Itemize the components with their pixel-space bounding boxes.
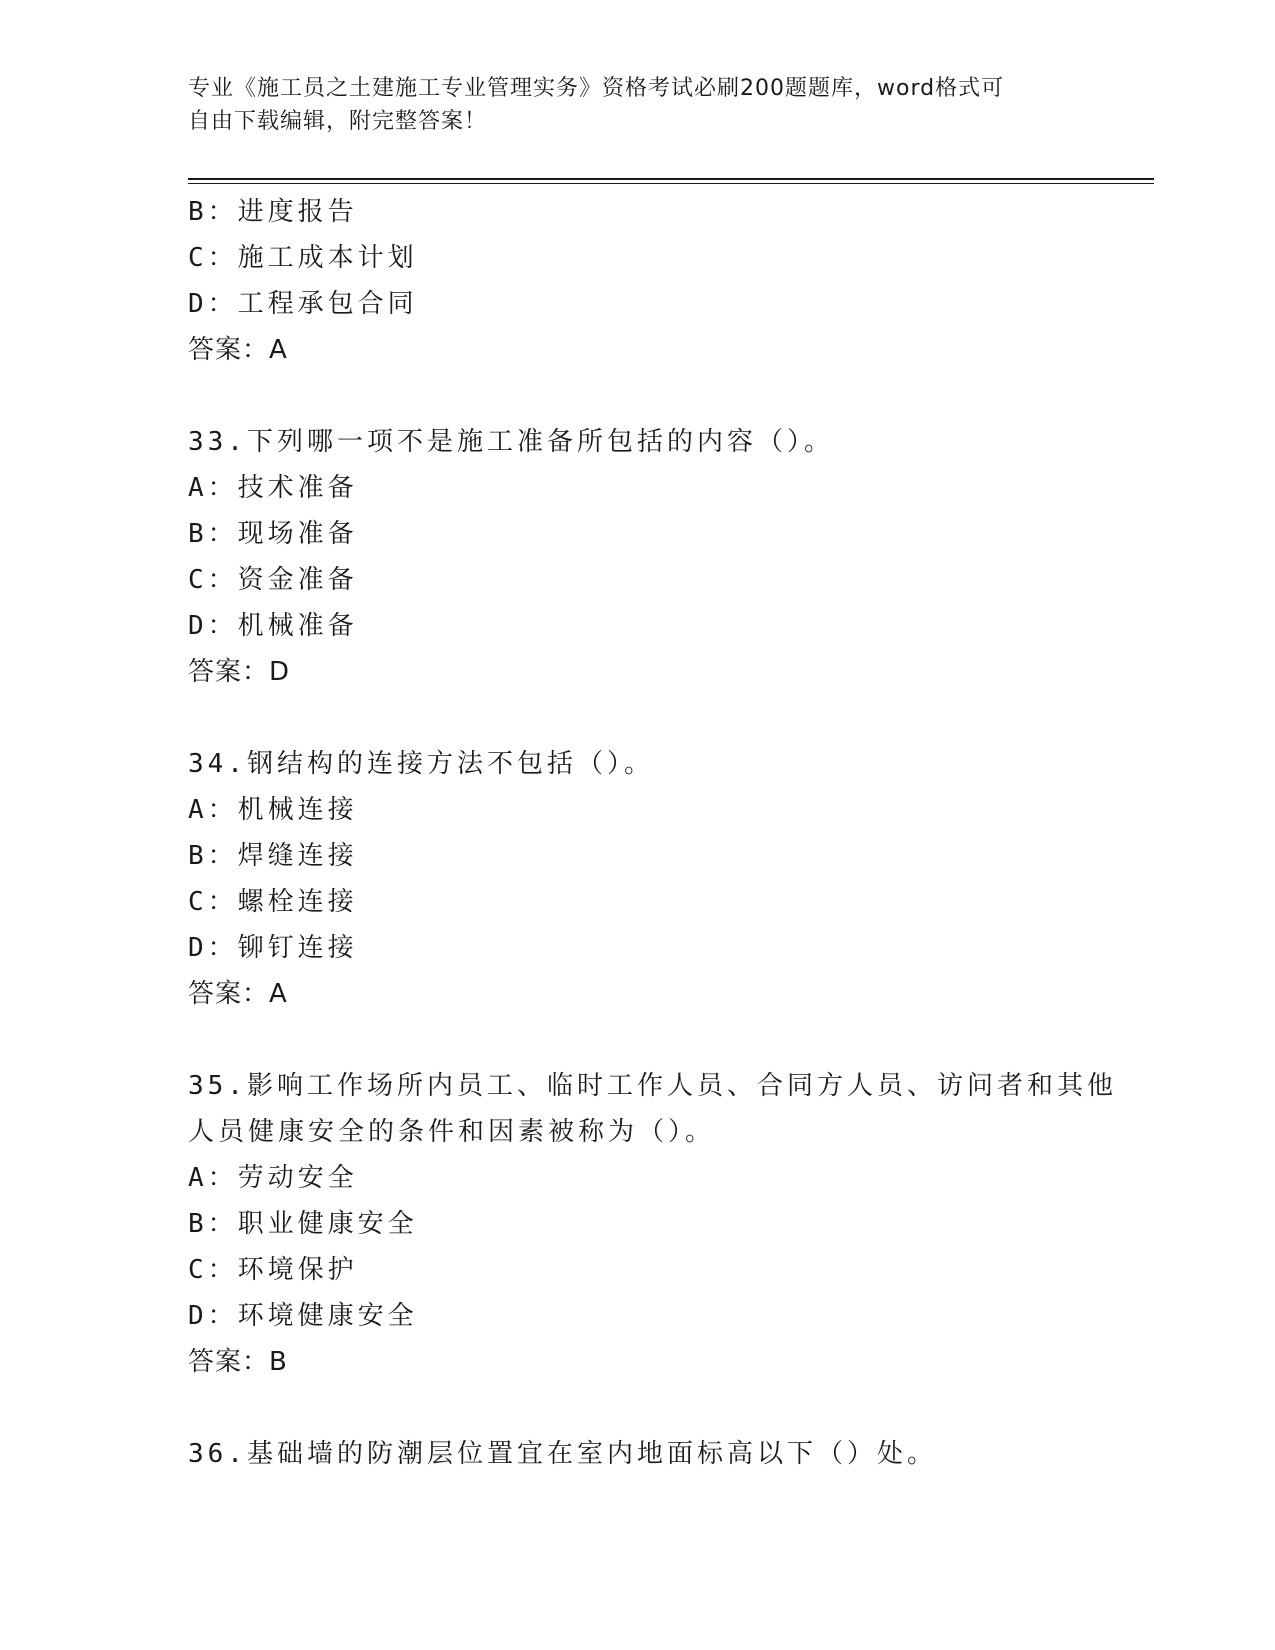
spacer [188, 373, 1088, 419]
question-block-36 [188, 1431, 1088, 1477]
question-block-prev [188, 189, 1088, 373]
question-stem-line-1: 35.影响工作场所内员工、临时工作人员、合同方人员、访问者和其他 [188, 1071, 1117, 1101]
header-line-1: 专业《施工员之土建施工专业管理实务》资格考试必刷200题题库，word格式可 [188, 76, 1005, 101]
option-a: A：劳动安全 [188, 1163, 358, 1193]
option-b: B：职业健康安全 [188, 1209, 418, 1239]
spacer [188, 1385, 1088, 1431]
header-divider-thin [188, 183, 1154, 184]
option-d: D：铆钉连接 [188, 933, 358, 963]
question-block-35 [188, 1063, 1117, 1385]
question-stem: 33.下列哪一项不是施工准备所包括的内容（）。 [188, 427, 834, 457]
option-d: D：机械准备 [188, 611, 358, 641]
answer-line: 答案：D [188, 657, 291, 687]
question-list [188, 189, 1117, 1477]
question-stem: 34.钢结构的连接方法不包括（）。 [188, 749, 654, 779]
question-stem-line-2: 人员健康安全的条件和因素被称为（）。 [188, 1117, 716, 1147]
header-line-2: 自由下载编辑，附完整答案！ [188, 109, 488, 134]
document-header [188, 72, 1068, 138]
option-c: C：螺栓连接 [188, 887, 358, 917]
option-b: B：焊缝连接 [188, 841, 358, 871]
answer-line: 答案：B [188, 1347, 288, 1377]
option-a: A：机械连接 [188, 795, 358, 825]
option-d: D：环境健康安全 [188, 1301, 418, 1331]
answer-line: 答案：A [188, 335, 288, 365]
option-b: B：进度报告 [188, 197, 358, 227]
question-stem: 36.基础墙的防潮层位置宜在室内地面标高以下（）处。 [188, 1439, 937, 1469]
spacer [188, 1017, 1088, 1063]
option-c: C：环境保护 [188, 1255, 358, 1285]
question-block-34 [188, 741, 1088, 1017]
option-a: A：技术准备 [188, 473, 358, 503]
option-c: C：施工成本计划 [188, 243, 418, 273]
header-divider-thick [188, 178, 1154, 180]
question-block-33 [188, 419, 1088, 695]
answer-line: 答案：A [188, 979, 288, 1009]
spacer [188, 695, 1088, 741]
option-c: C：资金准备 [188, 565, 358, 595]
option-d: D：工程承包合同 [188, 289, 418, 319]
option-b: B：现场准备 [188, 519, 358, 549]
